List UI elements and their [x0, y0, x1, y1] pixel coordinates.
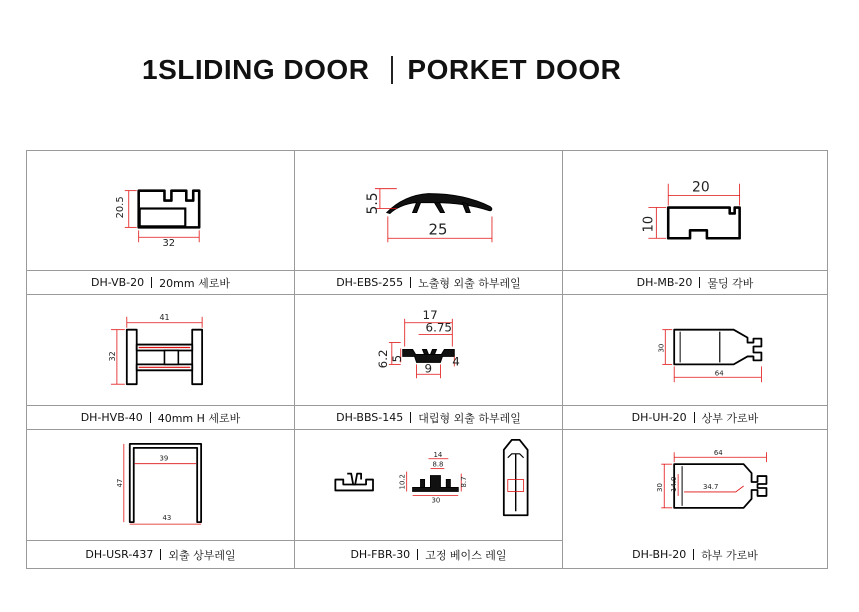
product-description: 상부 가로바	[701, 411, 759, 425]
profile-drawing-bbs145	[295, 295, 562, 405]
profile-drawing-uh20	[563, 295, 827, 405]
product-code: DH-VB-20	[91, 276, 145, 289]
dim-label: 14.9	[670, 476, 679, 492]
product-code: DH-HVB-40	[80, 411, 143, 424]
title-sliding-door: 1SLIDING DOOR	[142, 54, 370, 85]
caption-divider	[410, 277, 411, 288]
product-description: 하부 가로바	[701, 548, 758, 562]
profile-drawing-mb20	[563, 151, 827, 270]
dim-label: 5	[389, 354, 404, 363]
drawing-cell-bh20	[563, 430, 827, 541]
product-description: 40mm H 세로바	[157, 411, 241, 425]
profile-drawing-ebs255	[295, 151, 562, 270]
page-title	[142, 52, 621, 88]
caption-divider	[693, 549, 694, 560]
product-description: 20mm 세로바	[159, 276, 230, 290]
caption-divider	[694, 412, 695, 423]
caption-usr437	[27, 541, 295, 568]
caption-bbs145	[295, 406, 563, 430]
profile-drawing-fbr30	[295, 430, 562, 540]
dim-label: 32	[162, 238, 176, 250]
profile-drawing-usr437	[27, 430, 294, 540]
dim-label: 9	[424, 361, 433, 376]
caption-divider	[417, 549, 418, 560]
dim-label: 30	[656, 483, 665, 492]
dim-label: 64	[713, 449, 723, 458]
dim-label: 30	[657, 343, 666, 353]
caption-divider	[410, 412, 411, 423]
product-description: 대립형 외출 하부레일	[418, 411, 521, 425]
drawing-cell-usr437	[27, 430, 295, 541]
dim-label: 39	[159, 454, 169, 463]
dim-label: 17	[422, 307, 438, 322]
caption-mb20	[563, 271, 827, 295]
drawing-cell-vb20	[27, 151, 295, 271]
drawing-cell-hvb40	[27, 295, 295, 406]
dim-label: 8.8	[432, 460, 444, 469]
dim-label: 30	[431, 496, 441, 505]
caption-vb20	[27, 271, 295, 295]
profile-drawing-bh20	[563, 430, 827, 541]
product-code: DH-USR-437	[85, 548, 154, 561]
product-code: DH-EBS-255	[336, 276, 404, 289]
dim-label: 8.7	[460, 476, 469, 488]
dim-label: 41	[159, 312, 170, 322]
dim-label: 14	[433, 450, 443, 459]
caption-hvb40	[27, 406, 295, 430]
product-code: DH-BH-20	[632, 548, 687, 561]
dim-label: 6.75	[425, 320, 452, 335]
profile-drawing-hvb40	[27, 295, 294, 405]
dim-label: 64	[714, 369, 724, 378]
drawing-cell-fbr30	[295, 430, 563, 541]
profile-drawing-vb20	[27, 151, 294, 270]
caption-divider	[150, 412, 151, 423]
dim-label: 6.2	[375, 349, 390, 369]
caption-divider	[151, 277, 152, 288]
dim-label: 43	[162, 514, 172, 523]
product-code: DH-FBR-30	[350, 548, 411, 561]
dim-label: 25	[428, 220, 448, 239]
drawing-cell-bbs145	[295, 295, 563, 406]
dim-label: 47	[115, 478, 124, 488]
product-code: DH-MB-20	[636, 276, 693, 289]
product-description: 고정 베이스 레일	[425, 548, 507, 562]
dim-label: 10.2	[398, 474, 407, 490]
product-description: 노출형 외출 하부레일	[418, 276, 521, 290]
drawing-cell-ebs255	[295, 151, 563, 271]
drawing-cell-uh20	[563, 295, 827, 406]
product-grid	[26, 150, 828, 569]
title-pocket-door: PORKET DOOR	[407, 54, 622, 85]
product-code: DH-UH-20	[631, 411, 687, 424]
dim-label: 10	[641, 215, 657, 233]
caption-divider	[160, 549, 161, 560]
dim-label: 20.5	[114, 196, 126, 219]
dim-label: 20	[692, 179, 710, 196]
caption-fbr30	[295, 541, 563, 568]
dim-label: 4	[452, 354, 460, 369]
drawing-cell-mb20	[563, 151, 827, 271]
caption-ebs255	[295, 271, 563, 295]
dim-label: 34.7	[702, 482, 719, 491]
product-code: DH-BBS-145	[336, 411, 404, 424]
product-description: 물딩 각바	[707, 276, 754, 290]
product-description: 외출 상부레일	[168, 548, 236, 562]
title-separator	[391, 56, 393, 84]
caption-bh20	[563, 541, 827, 568]
caption-divider	[699, 277, 700, 288]
caption-uh20	[563, 406, 827, 430]
dim-label: 5.5	[364, 192, 381, 215]
dim-label: 32	[107, 351, 117, 362]
